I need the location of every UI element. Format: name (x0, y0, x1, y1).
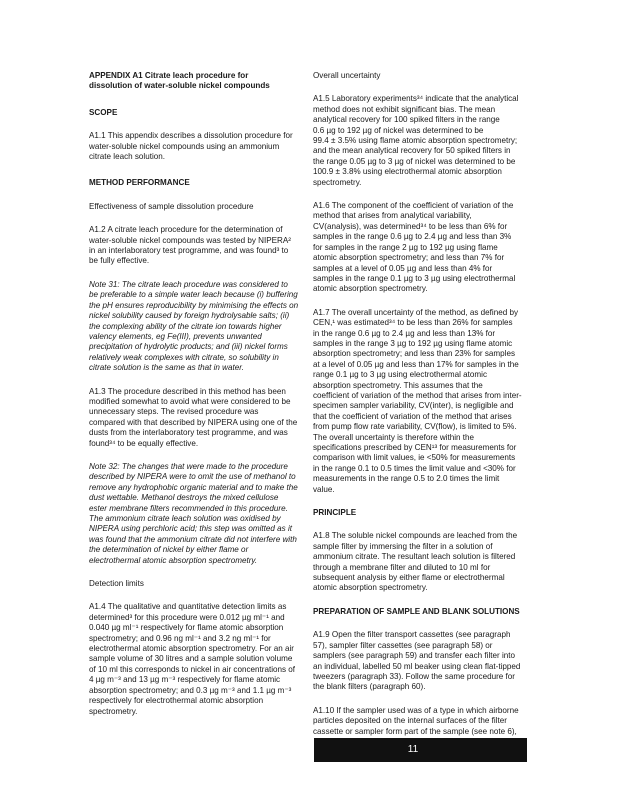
note-32: Note 32: The changes that were made to the procedure described by NIPERA were to omit the use of methanol to remove any hydrophobic organic material and to make the dust wettable. Methanol destroys the mixed cellulose ester membrane filters recommended in this procedure. The ammonium citrate leach solution was oxidised by NIPERA using perchloric acid; this step was omitted as it was found that the ammonium citrate did not interfere with the determination of nickel by either flame or electrothermal atomic absorption spectrometry. (89, 461, 298, 565)
paragraph-a1-9: A1.9 Open the filter transport cassettes (see paragraph 57), sampler filter cassettes (see paragraph 58) or samplers (see paragraph 59) and transfer each filter into an individual, labelled 50 ml beaker using clean flat-tipped tweezers (paragraph 33). Follow the same procedure for the blank filters (paragraph 60). (313, 630, 521, 692)
paragraph-a1-2: A1.2 A citrate leach procedure for the determination of water-soluble nickel compounds was tested by NIPERA² in an interlaboratory test programme, and was found³ to be fully effective. (89, 225, 291, 266)
paragraph-a1-4: A1.4 The qualitative and quantitative detection limits as determined³ for this procedure were 0.012 µg ml⁻¹ and 0.040 µg ml⁻¹ respectively for flame atomic absorption spectrometry; and 0.96 ng ml⁻¹ and 3.2 ng ml⁻¹ for electrothermal atomic absorption spectrometry. For an air sample volume of 30 litres and a sample solution volume of 10 ml this corresponds to nickel in air concentrations of 4 µg m⁻³ and 13 µg m⁻³ respectively for flame atomic absorption spectrometry; and 0.3 µg m⁻³ and 1.1 µg m⁻³ respectively for electrothermal atomic absorption spectrometry. (89, 602, 296, 716)
scope-heading: SCOPE (89, 107, 118, 117)
paragraph-a1-5: A1.5 Laboratory experiments³⁴ indicate that the analytical method does not exhibit significant bias. The mean analytical recovery for 100 spiked filters in the range 0.6 µg to 192 µg of nickel was determined to be 99.4 ± 3.5% using flame atomic absorption spectrometry; and the mean analytical recovery for 50 spiked filters in the range 0.05 µg to 3 µg of nickel was determined to be 100.9 ± 3.8% using electrothermal atomic absorption spectrometry. (313, 94, 519, 187)
page-number: 11 (407, 744, 419, 755)
overall-uncertainty-subheading: Overall uncertainty (313, 71, 381, 80)
paragraph-a1-1: A1.1 This appendix describes a dissolution procedure for water-soluble nickel compounds using an ammonium citrate leach solution. (89, 131, 293, 162)
paragraph-a1-3: A1.3 The procedure described in this method has been modified somewhat to avoid what were considered to be unnecessary steps. The revised procedure was compared with that described by NIPERA using one of the dusts from the interlaboratory test programme, and was found³⁴ to be equally effective. (89, 386, 298, 448)
paragraph-a1-6: A1.6 The component of the coefficient of variation of the method that arises from analytical variability, CV(analysis), was determined³⁴ to be less than 6% for samples in the range 0.6 µg to 2.4 µg and less than 3% for samples in the range 2 µg to 192 µg using flame atomic absorption spectrometry; and less than 7% for samples at a level of 0.05 µg and less than 4% for samples in the range 0.1 µg to 3 µg using electrothermal atomic absorption spectrometry. (313, 201, 516, 294)
preparation-heading: PREPARATION OF SAMPLE AND BLANK SOLUTIONS (313, 606, 520, 616)
effectiveness-subheading: Effectiveness of sample dissolution procedure (89, 201, 254, 211)
method-performance-heading: METHOD PERFORMANCE (89, 178, 190, 188)
left-column (89, 71, 301, 730)
paragraph-a1-10: A1.10 If the sampler used was of a type in which airborne particles deposited on the internal surfaces of the filter cassette or sampler form part of the sample (see note 6), (313, 705, 519, 736)
detection-limits-subheading: Detection limits (89, 579, 144, 589)
principle-heading: PRINCIPLE (313, 508, 357, 518)
appendix-title: APPENDIX A1 Citrate leach procedure for dissolution of water-soluble nickel compounds (89, 71, 270, 91)
paragraph-a1-8: A1.8 The soluble nickel compounds are leached from the sample filter by immersing the filter in a solution of ammonium citrate. The resultant leach solution is filtered through a membrane filter and diluted to 10 ml for subsequent analysis by either flame or electrothermal atomic absorption spectrometry. (313, 531, 518, 593)
right-column (313, 71, 539, 750)
paragraph-a1-7: A1.7 The overall uncertainty of the method, as defined by CEN,¹ was estimated³⁴ to be less than 26% for samples in the range 0.6 µg to 2.4 µg and less than 13% for samples in the range 3 µg to 192 µg using flame atomic absorption spectrometry; and less than 23% for samples at a level of 0.05 µg and less than 17% for samples in the range 0.1 µg to 3 µg using electrothermal atomic absorption spectrometry. This assumes that the coefficient of variation of the method that arises from inter- specimen sampler variability, CV(inter), is negligible and that the coefficient of variation of the method that arises from pump flow rate variability, CV(flow), is limited to 5%. The overall uncertainty is therefore within the specifications prescribed by CEN¹³ for measurements for comparison with limit values, ie <50% for measurements in the range 0.1 to 0.5 times the limit value and <30% for measurements in the range 0.5 to 2.0 times the limit value. (313, 307, 522, 494)
note-31: Note 31: The citrate leach procedure was considered to be preferable to a simple water leach because (i) buffering the pH ensures reproducibility by minimising the effects on nickel solubility caused by foreign hydrolysable salts; (ii) the complexing ability of the citrate ion towards higher valency elements, eg Fe(III), prevents unwanted precipitation of hydrolytic products; and (iii) nickel forms relatively weak complexes with citrate, so solubility in citrate solution is the same as that in water. (89, 279, 299, 373)
